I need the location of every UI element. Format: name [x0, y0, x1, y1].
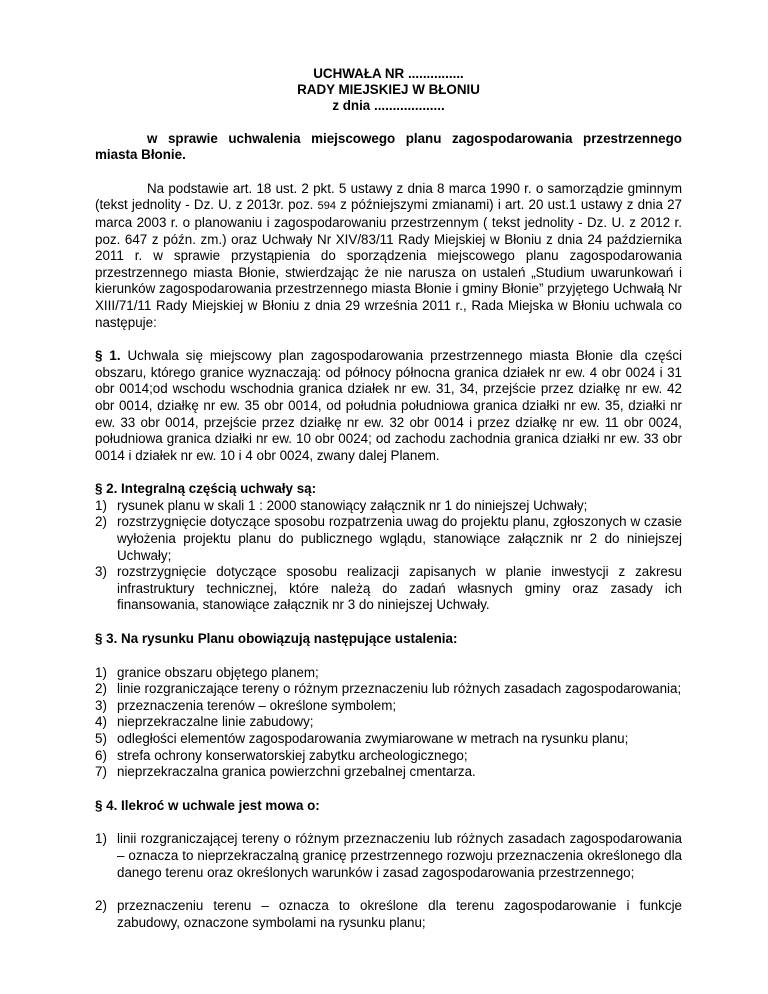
list-item-number: 3) [95, 564, 107, 580]
list-item-number: 1) [95, 831, 107, 847]
list-item-number: 2) [95, 898, 107, 914]
list-item-text: odległości elementów zagospodarowania zwymiarowane w metrach na rysunku planu; [117, 731, 629, 747]
list-item [95, 748, 682, 765]
list-item-text: przeznaczenia terenów – określone symbolem; [117, 697, 397, 713]
list-item [95, 714, 682, 731]
section-4-list [95, 831, 682, 931]
document-header [95, 66, 682, 115]
list-item-text: nieprzekraczalna granica powierzchni grzebalnej cmentarza. [117, 764, 476, 780]
resolution-subject: w sprawie uchwalenia miejscowego planu zagospodarowania przestrzennego miasta Błonie. [95, 130, 682, 163]
section-1-text: Uchwala się miejscowy plan zagospodarowania przestrzennego miasta Błonie dla części obszaru, którego granice wyznaczają: od północy północna granica działek nr ew. 4 obr 0024 i 31 obr 0014;od wschodu wschodnia granica działek nr ew. 31, 34, przejście przez działkę nr ew. 42 obr 0014, działkę nr ew. 35 obr 0014, od południa południowa granica działki nr ew. 35, działki nr ew. 33 obr 0014, przejście przez działkę nr ew. 32 obr 0014 i przez działkę nr ew. 11 obr 0024, południowa granica działki nr ew. 10 obr 0024; od zachodu zachodnia granica działki nr ew. 33 obr 0014 i działek nr ew. 10 i 4 obr 0024, zwany dalej Planem. [95, 348, 682, 463]
section-3-list [95, 665, 682, 781]
section-4-title: § 4. Ilekroć w uchwale jest mowa o: [95, 797, 320, 813]
section-2-title: § 2. Integralną częścią uchwały są: [95, 481, 317, 497]
list-item-text: linie rozgraniczające tereny o różnym przeznaczeniu lub różnych zasadach zagospodarowania; [117, 681, 682, 697]
list-item-text: granice obszaru objętego planem; [117, 664, 319, 680]
section-1-label: § 1. [95, 348, 121, 364]
list-item-number: 5) [95, 731, 107, 747]
legal-basis-poz: 594 [317, 200, 336, 213]
list-item-number: 6) [95, 747, 107, 763]
list-item-number: 2) [95, 514, 107, 530]
list-item [95, 498, 682, 515]
list-item [95, 731, 682, 748]
council-name: RADY MIEJSKIEJ W BŁONIU [297, 82, 480, 98]
resolution-date: z dnia ................... [332, 98, 445, 114]
list-item-number: 4) [95, 714, 107, 730]
list-item [95, 898, 682, 931]
section-1 [95, 348, 682, 464]
document-page [95, 66, 682, 931]
legal-basis-part2: z późniejszymi zmianami) i art. 20 ust.1 ustawy z dnia 27 marca 2003 r. o planowaniu i zagospodarowaniu przestrzennym ( tekst jednolity - Dz. U. z 2012 r. poz. 647 z późn. zm.) oraz Uchwały Nr XIV/83/11 Rady Miejskiej w Błoniu z dnia 24 października 2011 r. w sprawie przystąpienia do sporządzenia miejscowego planu zagospodarowania przestrzennego miasta Błonie, stwierdzając że nie narusza on ustaleń „Studium uwarunkowań i kierunków zagospodarowania przestrzennego miasta Błonie i gminy Błonie” przyjętego Uchwałą Nr XIII/71/11 Rady Miejskiej w Błoniu z dnia 29 września 2011 r., Rada Miejska w Błoniu uchwala co następuje: [95, 197, 682, 330]
list-item-number: 2) [95, 681, 107, 697]
list-item [95, 764, 682, 781]
list-item [95, 831, 682, 881]
legal-basis-paragraph [95, 181, 682, 331]
legal-basis-part1: Na podstawie art. 18 ust. 2 pkt. 5 ustawy z dnia 8 marca 1990 r. o samorządzie gminnym (tekst jednolity - Dz. U. z 2013r. poz. [95, 180, 682, 213]
resolution-number: UCHWAŁA NR ............... [313, 66, 464, 81]
list-item-number: 1) [95, 664, 107, 680]
list-item [95, 665, 682, 682]
list-item-number: 1) [95, 497, 107, 513]
list-item-text: rysunek planu w skali 1 : 2000 stanowiący załącznik nr 1 do niniejszej Uchwały; [117, 497, 588, 513]
list-item-text: przeznaczeniu terenu – oznacza to określone dla terenu zagospodarowanie i funkcje zabudowy, oznaczone symbolami na rysunku planu; [117, 898, 682, 930]
list-item-text: rozstrzygnięcie dotyczące sposobu rozpatrzenia uwag do projektu planu, zgłoszonych w czasie wyłożenia projektu planu do publicznego wglądu, stanowiące załącznik nr 2 do niniejszej Uchwały; [117, 514, 682, 563]
list-item [95, 681, 682, 698]
list-item-text: nieprzekraczalne linie zabudowy; [117, 714, 314, 730]
list-item-number: 3) [95, 697, 107, 713]
list-item [95, 564, 682, 614]
list-item [95, 514, 682, 564]
list-item-number: 7) [95, 764, 107, 780]
list-item [95, 698, 682, 715]
section-2-list [95, 498, 682, 614]
section-3-title: § 3. Na rysunku Planu obowiązują następujące ustalenia: [95, 631, 458, 647]
list-item-text: rozstrzygnięcie dotyczące sposobu realizacji zapisanych w planie inwestycji z zakresu infrastruktury technicznej, które należą do zadań własnych gminy oraz zasady ich finansowania, stanowiące załącznik nr 3 do niniejszej Uchwały. [117, 564, 682, 613]
list-item-text: strefa ochrony konserwatorskiej zabytku archeologicznego; [117, 747, 468, 763]
list-item-text: linii rozgraniczającej tereny o różnym przeznaczeniu lub różnych zasadach zagospodarowania – oznacza to nieprzekraczalną granicę przestrzennego rozwoju przeznaczenia określonego dla danego terenu oraz określonych warunków i zasad zagospodarowania przestrzennego; [117, 831, 682, 880]
